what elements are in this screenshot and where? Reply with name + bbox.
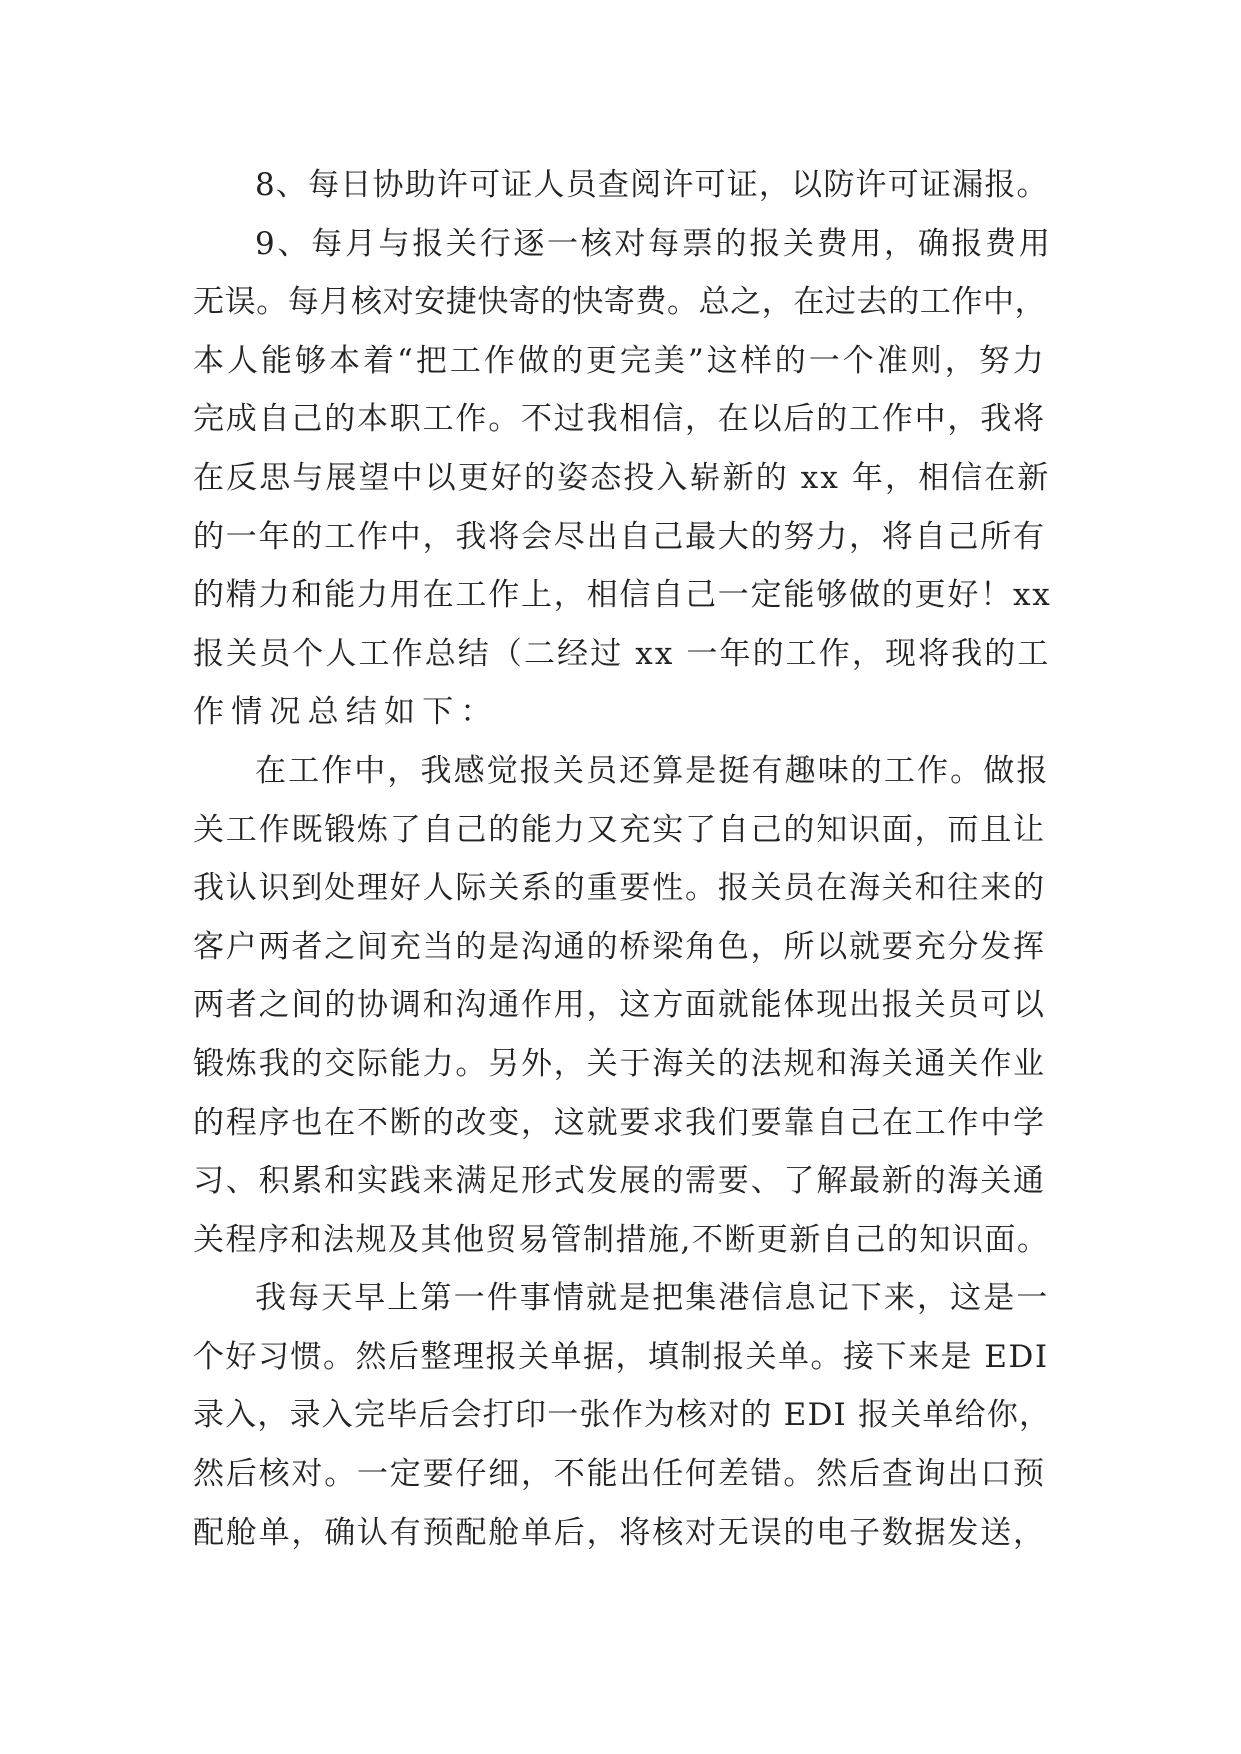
text-line: 客户两者之间充当的是沟通的桥梁角色，所以就要充分发挥 (193, 928, 1046, 965)
text-line: 在反思与展望中以更好的姿态投入崭新的 xx 年，相信在新 (193, 459, 1051, 496)
text-line: 配舱单，确认有预配舱单后，将核对无误的电子数据发送， (193, 1514, 1046, 1551)
text-line: 录入，录入完毕后会打印一张作为核对的 EDI 报关单给你， (193, 1397, 1052, 1434)
text-line: 在工作中，我感觉报关员还算是挺有趣味的工作。做报 (255, 752, 1050, 789)
text-line: 关工作既锻炼了自己的能力又充实了自己的知识面，而且让 (193, 811, 1046, 848)
text-line: 我每天早上第一件事情就是把集港信息记下来，这是一 (255, 1280, 1050, 1317)
document-body (193, 156, 1053, 1562)
text-line: 无误。每月核对安捷快寄的快寄费。总之，在过去的工作中， (193, 284, 1047, 321)
text-line: 习、积累和实践来满足形式发展的需要、了解最新的海关通 (193, 1163, 1046, 1200)
text-line: 个好习惯。然后整理报关单据，填制报关单。接下来是 EDI (193, 1338, 1049, 1375)
text-line: 关程序和法规及其他贸易管制措施,不断更新自己的知识面。 (193, 1221, 1050, 1258)
text-line: 本人能够本着“把工作做的更完美”这样的一个准则，努力 (193, 342, 1047, 379)
text-line: 作情况总结如下： (193, 694, 499, 731)
text-line: 8、每日协助许可证人员查阅许可证，以防许可证漏报。 (255, 167, 1049, 203)
text-line: 两者之间的协调和沟通作用，这方面就能体现出报关员可以 (193, 987, 1046, 1024)
text-line: 的精力和能力用在工作上，相信自己一定能够做的更好！xx (193, 577, 1052, 614)
text-line: 然后核对。一定要仔细，不能出任何差错。然后查询出口预 (193, 1456, 1046, 1493)
text-line: 锻炼我的交际能力。另外，关于海关的法规和海关通关作业 (193, 1045, 1046, 1082)
text-line: 的程序也在不断的改变，这就要求我们要靠自己在工作中学 (193, 1104, 1046, 1141)
text-line: 我认识到处理好人际关系的重要性。报关员在海关和往来的 (193, 870, 1046, 907)
text-line: 完成自己的本职工作。不过我相信，在以后的工作中，我将 (193, 401, 1046, 438)
text-line: 报关员个人工作总结（二经过 xx 一年的工作，现将我的工 (193, 635, 1051, 672)
text-line: 的一年的工作中，我将会尽出自己最大的努力，将自己所有 (193, 518, 1046, 555)
text-line: 9、每月与报关行逐一核对每票的报关费用，确报费用 (255, 225, 1053, 262)
